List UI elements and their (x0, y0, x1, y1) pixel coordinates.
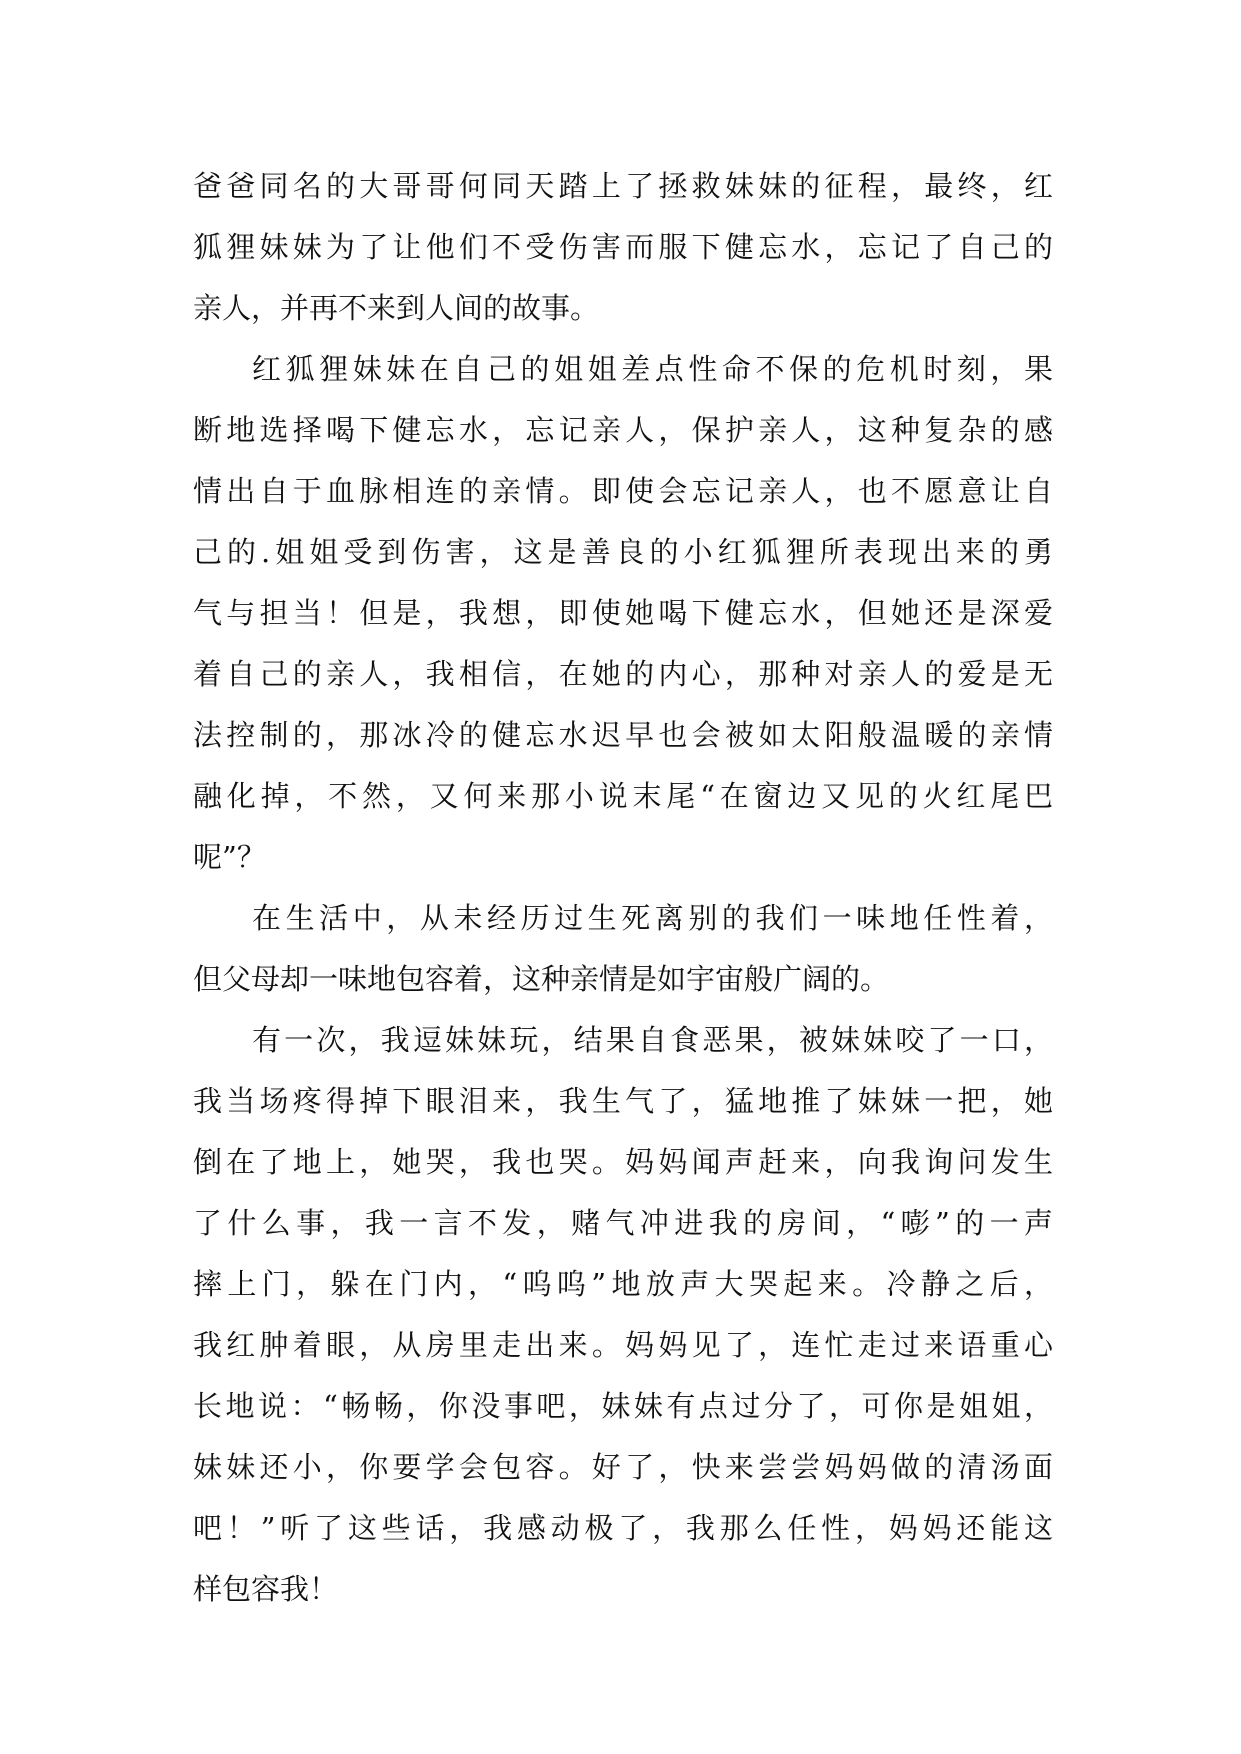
text-line: 狐狸妹妹为了让他们不受伤害而服下健忘水，忘记了自己的 (193, 230, 1053, 264)
text-line: 样包容我！ (193, 1572, 339, 1606)
text-line: 爸爸同名的大哥哥何同天踏上了拯救妹妹的征程，最终，红 (193, 169, 1053, 203)
text-line: 在生活中，从未经历过生死离别的我们一味地任性着， (252, 901, 1053, 935)
paragraph (193, 156, 1053, 339)
text-line: 着自己的亲人，我相信，在她的内心，那种对亲人的爱是无 (193, 657, 1053, 691)
text-line: 了什么事，我一言不发，赌气冲进我的房间，“嘭”的一声 (193, 1206, 1053, 1240)
text-line: 吧！”听了这些话，我感动极了，我那么任性，妈妈还能这 (193, 1511, 1053, 1545)
text-line: 法控制的，那冰冷的健忘水迟早也会被如太阳般温暖的亲情 (193, 718, 1053, 752)
text-line: 亲人，并再不来到人间的故事。 (193, 291, 600, 325)
text-line: 妹妹还小，你要学会包容。好了，快来尝尝妈妈做的清汤面 (193, 1450, 1053, 1484)
text-line: 有一次，我逗妹妹玩，结果自食恶果，被妹妹咬了一口， (252, 1023, 1053, 1057)
paragraph (193, 339, 1053, 888)
text-line: 融化掉，不然，又何来那小说末尾“在窗边又见的火红尾巴 (193, 779, 1053, 813)
text-line: 己的.姐姐受到伤害，这是善良的小红狐狸所表现出来的勇 (193, 535, 1053, 569)
text-line: 但父母却一味地包容着，这种亲情是如宇宙般广阔的。 (193, 962, 890, 996)
paragraph (193, 888, 1053, 1010)
text-line: 倒在了地上，她哭，我也哭。妈妈闻声赶来，向我询问发生 (193, 1145, 1053, 1179)
text-line: 气与担当！但是，我想，即使她喝下健忘水，但她还是深爱 (193, 596, 1053, 630)
text-line: 呢”？ (193, 840, 266, 874)
text-line: 我红肿着眼，从房里走出来。妈妈见了，连忙走过来语重心 (193, 1328, 1053, 1362)
text-line: 我当场疼得掉下眼泪来，我生气了，猛地推了妹妹一把，她 (193, 1084, 1053, 1118)
text-line: 情出自于血脉相连的亲情。即使会忘记亲人，也不愿意让自 (193, 474, 1053, 508)
text-line: 摔上门，躲在门内，“呜呜”地放声大哭起来。冷静之后， (193, 1267, 1053, 1301)
document-body (193, 156, 1053, 1620)
text-line: 断地选择喝下健忘水，忘记亲人，保护亲人，这种复杂的感 (193, 413, 1053, 447)
text-line: 长地说：“畅畅，你没事吧，妹妹有点过分了，可你是姐姐， (193, 1389, 1053, 1423)
paragraph (193, 1010, 1053, 1620)
text-line: 红狐狸妹妹在自己的姐姐差点性命不保的危机时刻，果 (252, 352, 1053, 386)
